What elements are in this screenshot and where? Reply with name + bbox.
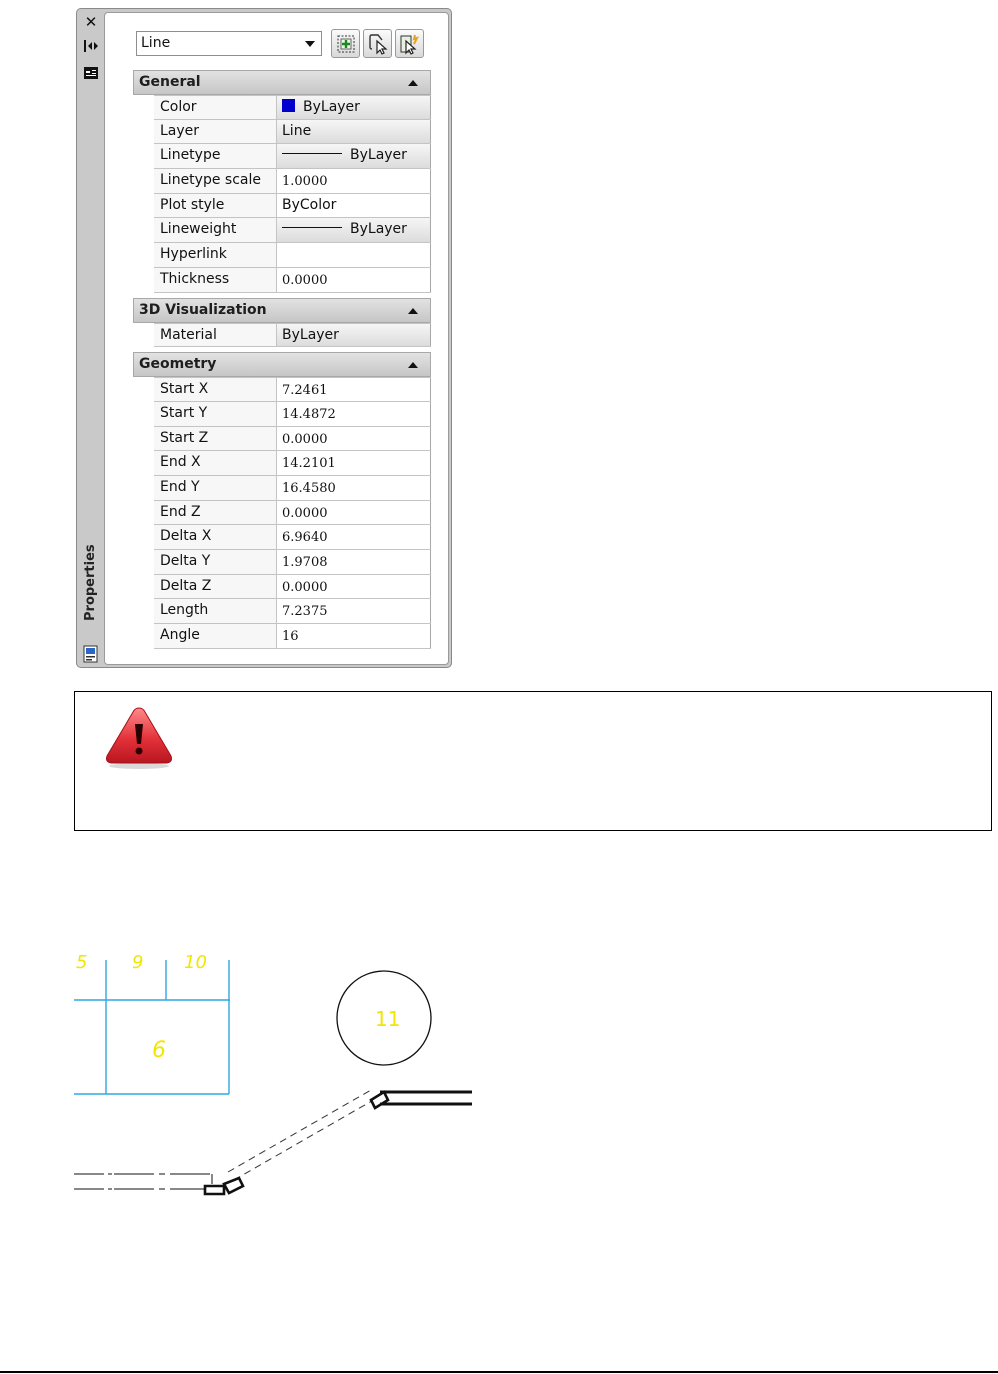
property-label: Thickness xyxy=(154,268,277,292)
toggle-pickadd-icon xyxy=(336,34,356,54)
geometry-rows xyxy=(154,377,431,649)
property-value[interactable] xyxy=(277,144,431,168)
property-value[interactable]: 0.0000 xyxy=(277,427,431,451)
property-row-lineweight[interactable] xyxy=(154,218,431,243)
wall-right xyxy=(380,1092,472,1104)
property-grid xyxy=(133,70,431,649)
property-label: Angle xyxy=(154,624,277,648)
property-row-hyperlink[interactable] xyxy=(154,243,431,268)
room-outline xyxy=(74,960,230,1094)
property-value[interactable]: 0.0000 xyxy=(277,575,431,599)
warning-icon xyxy=(103,704,175,770)
property-row-material[interactable] xyxy=(154,323,431,348)
palette-title-strip: ✕ Properties xyxy=(77,9,104,667)
property-row-linetype[interactable] xyxy=(154,144,431,169)
room-number-label: 9 xyxy=(132,952,144,973)
property-value[interactable]: 14.4872 xyxy=(277,402,431,426)
property-label: Layer xyxy=(154,120,277,144)
property-value[interactable]: 1.0000 xyxy=(277,169,431,193)
selected-line[interactable] xyxy=(228,1090,377,1180)
property-value[interactable]: 7.2461 xyxy=(277,378,431,401)
quick-select-button[interactable] xyxy=(395,29,424,58)
property-label: Material xyxy=(154,324,277,347)
properties-palette xyxy=(76,8,452,668)
color-swatch-icon xyxy=(282,99,295,112)
object-type-value: Line xyxy=(141,35,171,51)
property-value[interactable] xyxy=(277,96,431,119)
section-header-3d-visualization[interactable] xyxy=(133,298,431,323)
property-value[interactable]: 6.9640 xyxy=(277,525,431,549)
property-value[interactable]: 16.4580 xyxy=(277,476,431,500)
property-value[interactable] xyxy=(277,243,431,267)
property-label: Start Y xyxy=(154,402,277,426)
general-rows xyxy=(154,95,431,293)
property-label: Start Z xyxy=(154,427,277,451)
property-value[interactable]: 7.2375 xyxy=(277,599,431,623)
property-value[interactable]: 0.0000 xyxy=(277,501,431,525)
property-value-text: ByLayer xyxy=(303,99,360,115)
room-labels xyxy=(76,952,207,1063)
collapse-arrow-icon[interactable] xyxy=(408,308,418,314)
property-row-thickness[interactable] xyxy=(154,268,431,293)
room-number-label: 10 xyxy=(184,952,207,973)
section-title: 3D Visualization xyxy=(139,301,267,318)
palette-toolbar xyxy=(136,29,441,59)
property-row-angle[interactable] xyxy=(154,624,431,649)
property-row-delta-z[interactable] xyxy=(154,575,431,600)
property-row-start-z[interactable] xyxy=(154,427,431,452)
select-objects-icon xyxy=(367,33,389,55)
property-row-length[interactable] xyxy=(154,599,431,624)
linetype-preview-icon xyxy=(282,153,342,154)
auto-hide-icon[interactable] xyxy=(81,37,101,55)
object-type-dropdown[interactable] xyxy=(136,31,322,56)
select-objects-button[interactable] xyxy=(363,29,392,58)
property-row-end-z[interactable] xyxy=(154,501,431,526)
property-label: Delta Y xyxy=(154,550,277,574)
property-value[interactable]: Line xyxy=(277,120,431,144)
property-label: Linetype scale xyxy=(154,169,277,193)
properties-menu-icon[interactable] xyxy=(81,64,101,82)
property-label: End Y xyxy=(154,476,277,500)
room-number-label: 6 xyxy=(152,1038,166,1063)
property-row-color[interactable] xyxy=(154,95,431,120)
property-label: Delta Z xyxy=(154,575,277,599)
visualization-rows xyxy=(154,323,431,348)
property-value[interactable]: 16 xyxy=(277,624,431,648)
collapse-arrow-icon[interactable] xyxy=(408,362,418,368)
property-label: Delta X xyxy=(154,525,277,549)
page-bottom-rule xyxy=(0,1371,998,1373)
property-label: End Z xyxy=(154,501,277,525)
wall-lines xyxy=(74,1174,212,1189)
property-value[interactable]: ByColor xyxy=(277,194,431,218)
property-row-start-y[interactable] xyxy=(154,402,431,427)
property-row-delta-y[interactable] xyxy=(154,550,431,575)
property-row-linetype-scale[interactable] xyxy=(154,169,431,194)
property-row-end-y[interactable] xyxy=(154,476,431,501)
property-value[interactable]: 1.9708 xyxy=(277,550,431,574)
property-row-start-x[interactable] xyxy=(154,377,431,402)
section-header-general[interactable] xyxy=(133,70,431,95)
collapse-arrow-icon[interactable] xyxy=(408,80,418,86)
property-label: End X xyxy=(154,451,277,475)
close-icon[interactable]: ✕ xyxy=(84,13,98,31)
property-label: Start X xyxy=(154,378,277,401)
property-label: Hyperlink xyxy=(154,243,277,267)
property-label: Plot style xyxy=(154,194,277,218)
property-value-text: ByLayer xyxy=(350,221,407,238)
tag-number: 11 xyxy=(375,1007,401,1031)
property-row-plot-style[interactable] xyxy=(154,194,431,219)
toggle-pickadd-button[interactable] xyxy=(331,29,360,58)
section-header-geometry[interactable] xyxy=(133,352,431,377)
room-number-label: 5 xyxy=(76,952,88,973)
property-label: Linetype xyxy=(154,144,277,168)
property-row-end-x[interactable] xyxy=(154,451,431,476)
section-title: General xyxy=(139,74,201,90)
property-value[interactable]: 0.0000 xyxy=(277,268,431,292)
property-value[interactable]: ByLayer xyxy=(277,324,431,347)
lineweight-preview-icon xyxy=(282,227,342,228)
property-label: Lineweight xyxy=(154,218,277,242)
property-value[interactable]: 14.2101 xyxy=(277,451,431,475)
palette-properties-icon[interactable] xyxy=(81,645,101,663)
property-label: Color xyxy=(154,96,277,119)
property-value-text: ByLayer xyxy=(350,147,407,164)
property-value[interactable] xyxy=(277,218,431,242)
property-row-layer[interactable] xyxy=(154,120,431,145)
cad-drawing xyxy=(74,950,494,1210)
property-label: Length xyxy=(154,599,277,623)
warning-box xyxy=(74,691,992,831)
section-title: Geometry xyxy=(139,356,217,373)
chevron-down-icon[interactable] xyxy=(305,41,315,47)
quick-select-icon xyxy=(399,33,421,55)
property-row-delta-x[interactable] xyxy=(154,525,431,550)
